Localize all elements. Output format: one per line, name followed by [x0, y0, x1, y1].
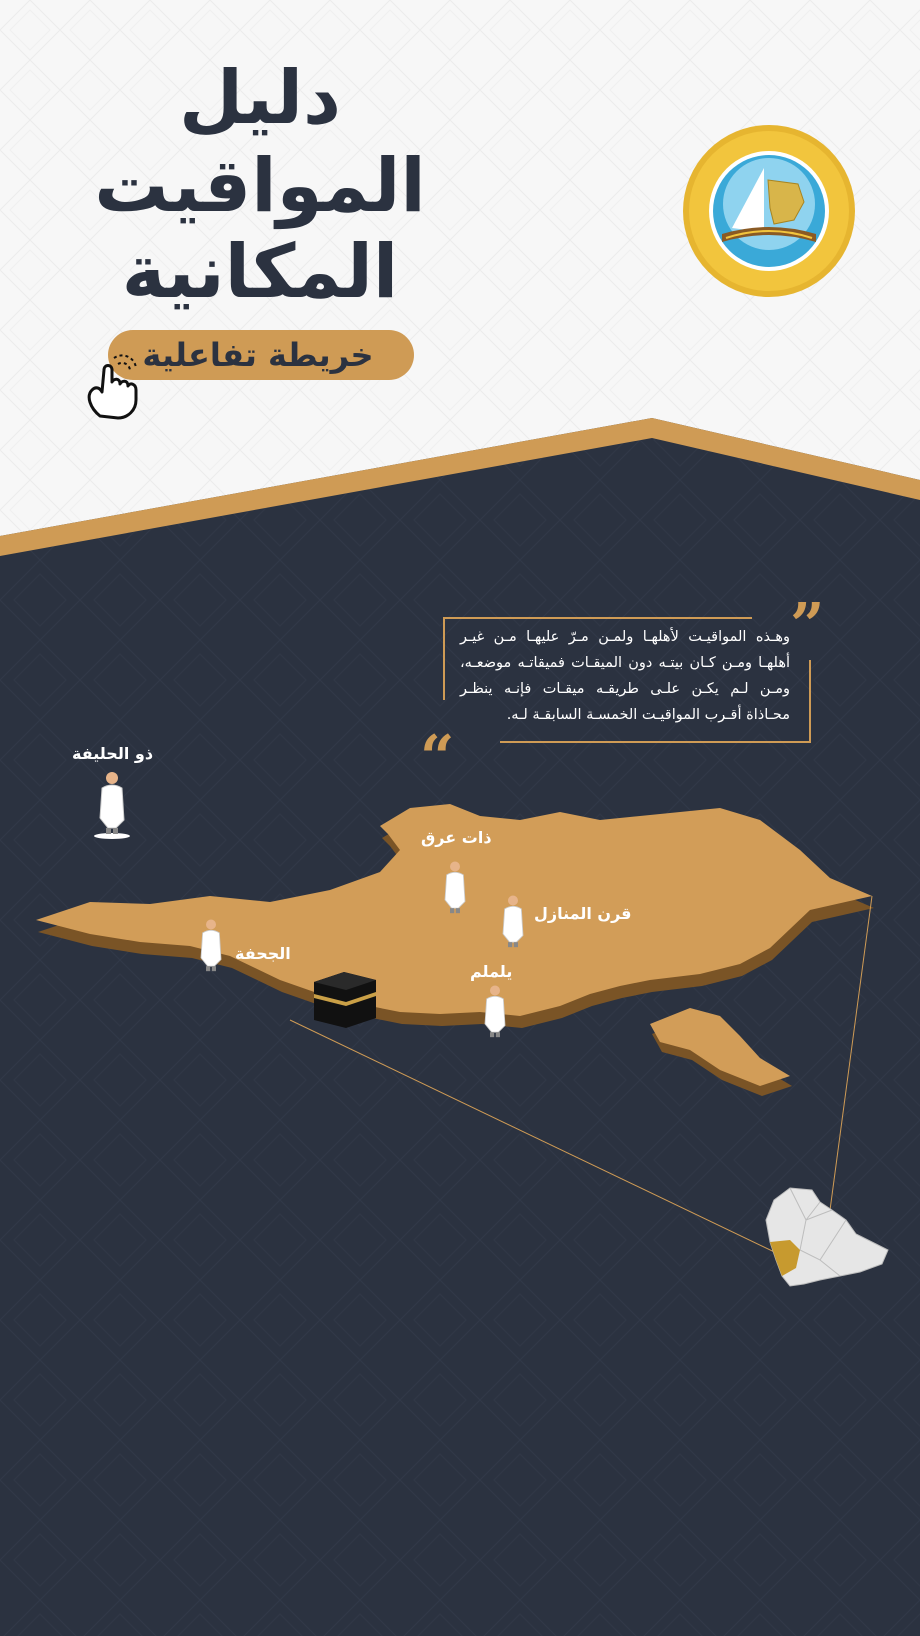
site-label-dhul-hulayfah[interactable]: ذو الحليفة: [72, 744, 154, 763]
quote-mark-icon: “: [420, 723, 455, 793]
pilgrim-figure-icon: [498, 890, 528, 956]
pilgrim-figure-icon: [480, 980, 510, 1046]
saudi-inset-map: [760, 1180, 890, 1290]
pilgrim-figure-icon: [440, 856, 470, 922]
site-label-dhat-irq[interactable]: ذات عرق: [421, 828, 492, 847]
title-line-2: المواقيت: [94, 143, 426, 229]
kaaba-icon: [314, 972, 376, 1028]
quote-text: وهـذه المواقيـت لأهلهـا ولمـن مـرّ عليهـا مـن غيـر أهلهـا ومـن كـان بيتـه دون الميقـات فميقاتـه موضعـه، ومـن لـم يكـن علـى طريقـه ميقـات فإنـه ينظـر محـاذاة أقـرب المواقيـت الخمسـة السابقـة لـه.: [460, 629, 790, 723]
quote-mark-icon: ”: [790, 591, 825, 661]
site-label-aljuhfah[interactable]: الجحفة: [235, 944, 291, 963]
title-line-1: دليل: [178, 55, 342, 141]
site-label-qarn-almanazil[interactable]: قرن المنازل: [534, 904, 632, 923]
title-line-3: المكانية: [121, 229, 399, 315]
pilgrim-figure-icon: [196, 914, 226, 980]
pilgrim-figure-icon: [94, 770, 130, 840]
site-label-yalamlam[interactable]: يلملم: [470, 962, 513, 981]
interactive-map-button-label[interactable]: خريطة تفاعلية: [142, 336, 374, 374]
